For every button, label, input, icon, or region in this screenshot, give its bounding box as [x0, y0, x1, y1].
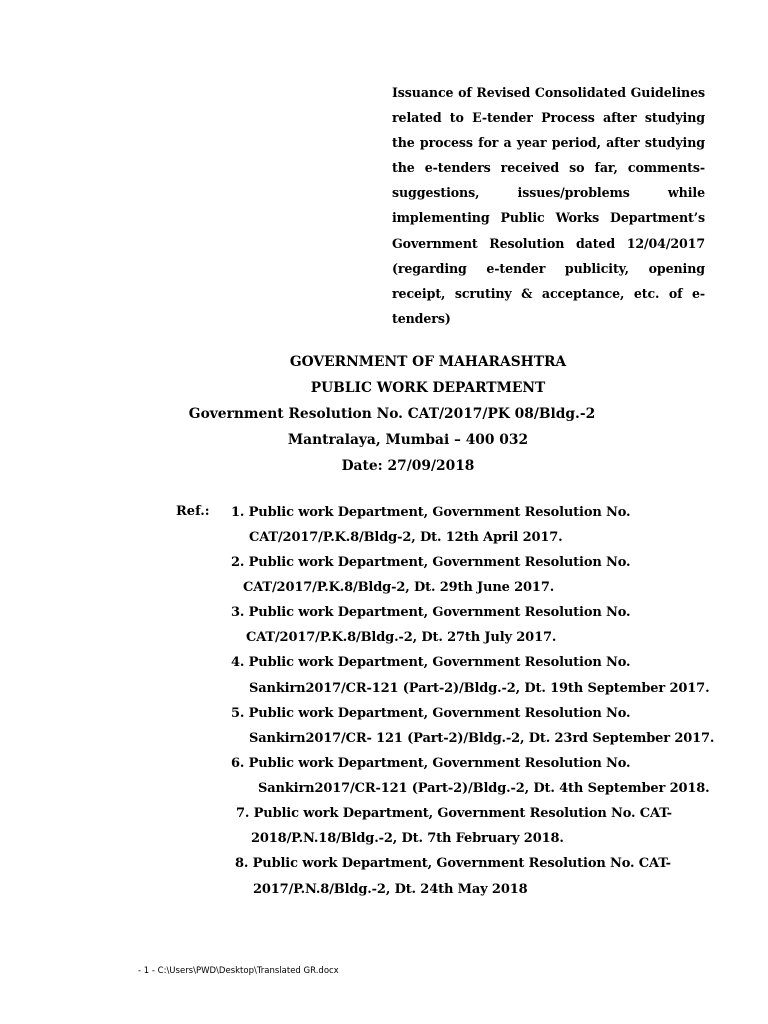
address: Mantralaya, Mumbai – 400 032: [287, 432, 529, 448]
reference-7-line-1: 7. Public work Department, Government Resolution No. CAT-: [236, 806, 672, 821]
reference-2-line-1: 2. Public work Department, Government Resolution No.: [231, 555, 631, 570]
resolution-number: Government Resolution No. CAT/2017/PK 08/Bldg.-2: [188, 406, 596, 422]
reference-1-line-2: CAT/2017/P.K.8/Bldg-2, Dt. 12th April 2017.: [249, 530, 563, 545]
reference-8-line-1: 8. Public work Department, Government Resolution No. CAT-: [235, 856, 671, 871]
reference-3-line-1: 3. Public work Department, Government Resolution No.: [231, 605, 631, 620]
reference-6-line-2: Sankirn2017/CR-121 (Part-2)/Bldg.-2, Dt. 4th September 2018.: [258, 781, 710, 796]
reference-5-line-1: 5. Public work Department, Government Resolution No.: [231, 706, 631, 721]
government-name: GOVERNMENT OF MAHARASHTRA: [289, 354, 567, 370]
reference-5-line-2: Sankirn2017/CR- 121 (Part-2)/Bldg.-2, Dt. 23rd September 2017.: [249, 731, 715, 746]
reference-8-line-2: 2017/P.N.8/Bldg.-2, Dt. 24th May 2018: [253, 882, 528, 897]
resolution-date: Date: 27/09/2018: [341, 458, 475, 474]
references-label: Ref.:: [176, 504, 210, 519]
reference-4-line-2: Sankirn2017/CR-121 (Part-2)/Bldg.-2, Dt. 19th September 2017.: [249, 681, 710, 696]
reference-7-line-2: 2018/P.N.18/Bldg.-2, Dt. 7th February 2018.: [251, 831, 564, 846]
reference-4-line-1: 4. Public work Department, Government Resolution No.: [231, 655, 631, 670]
reference-6-line-1: 6. Public work Department, Government Resolution No.: [231, 756, 631, 771]
page-footer: - 1 - C:\Users\PWD\Desktop\Translated GR.docx: [138, 966, 339, 976]
reference-3-line-2: CAT/2017/P.K.8/Bldg.-2, Dt. 27th July 2017.: [246, 630, 557, 645]
subject-paragraph: Issuance of Revised Consolidated Guidelines related to E-tender Process after studying the process for a year period, after studying the e-tenders received so far, comments-suggestions, issues/problems while implementing Public Works Department’s Government Resolution dated 12/04/2017 (regarding e-tender publicity, opening receipt, scrutiny & acceptance, etc. of e-tenders): [392, 85, 705, 326]
reference-1-line-1: 1. Public work Department, Government Resolution No.: [231, 505, 631, 520]
department-name: PUBLIC WORK DEPARTMENT: [310, 380, 546, 396]
reference-2-line-2: CAT/2017/P.K.8/Bldg-2, Dt. 29th June 2017.: [243, 580, 555, 595]
